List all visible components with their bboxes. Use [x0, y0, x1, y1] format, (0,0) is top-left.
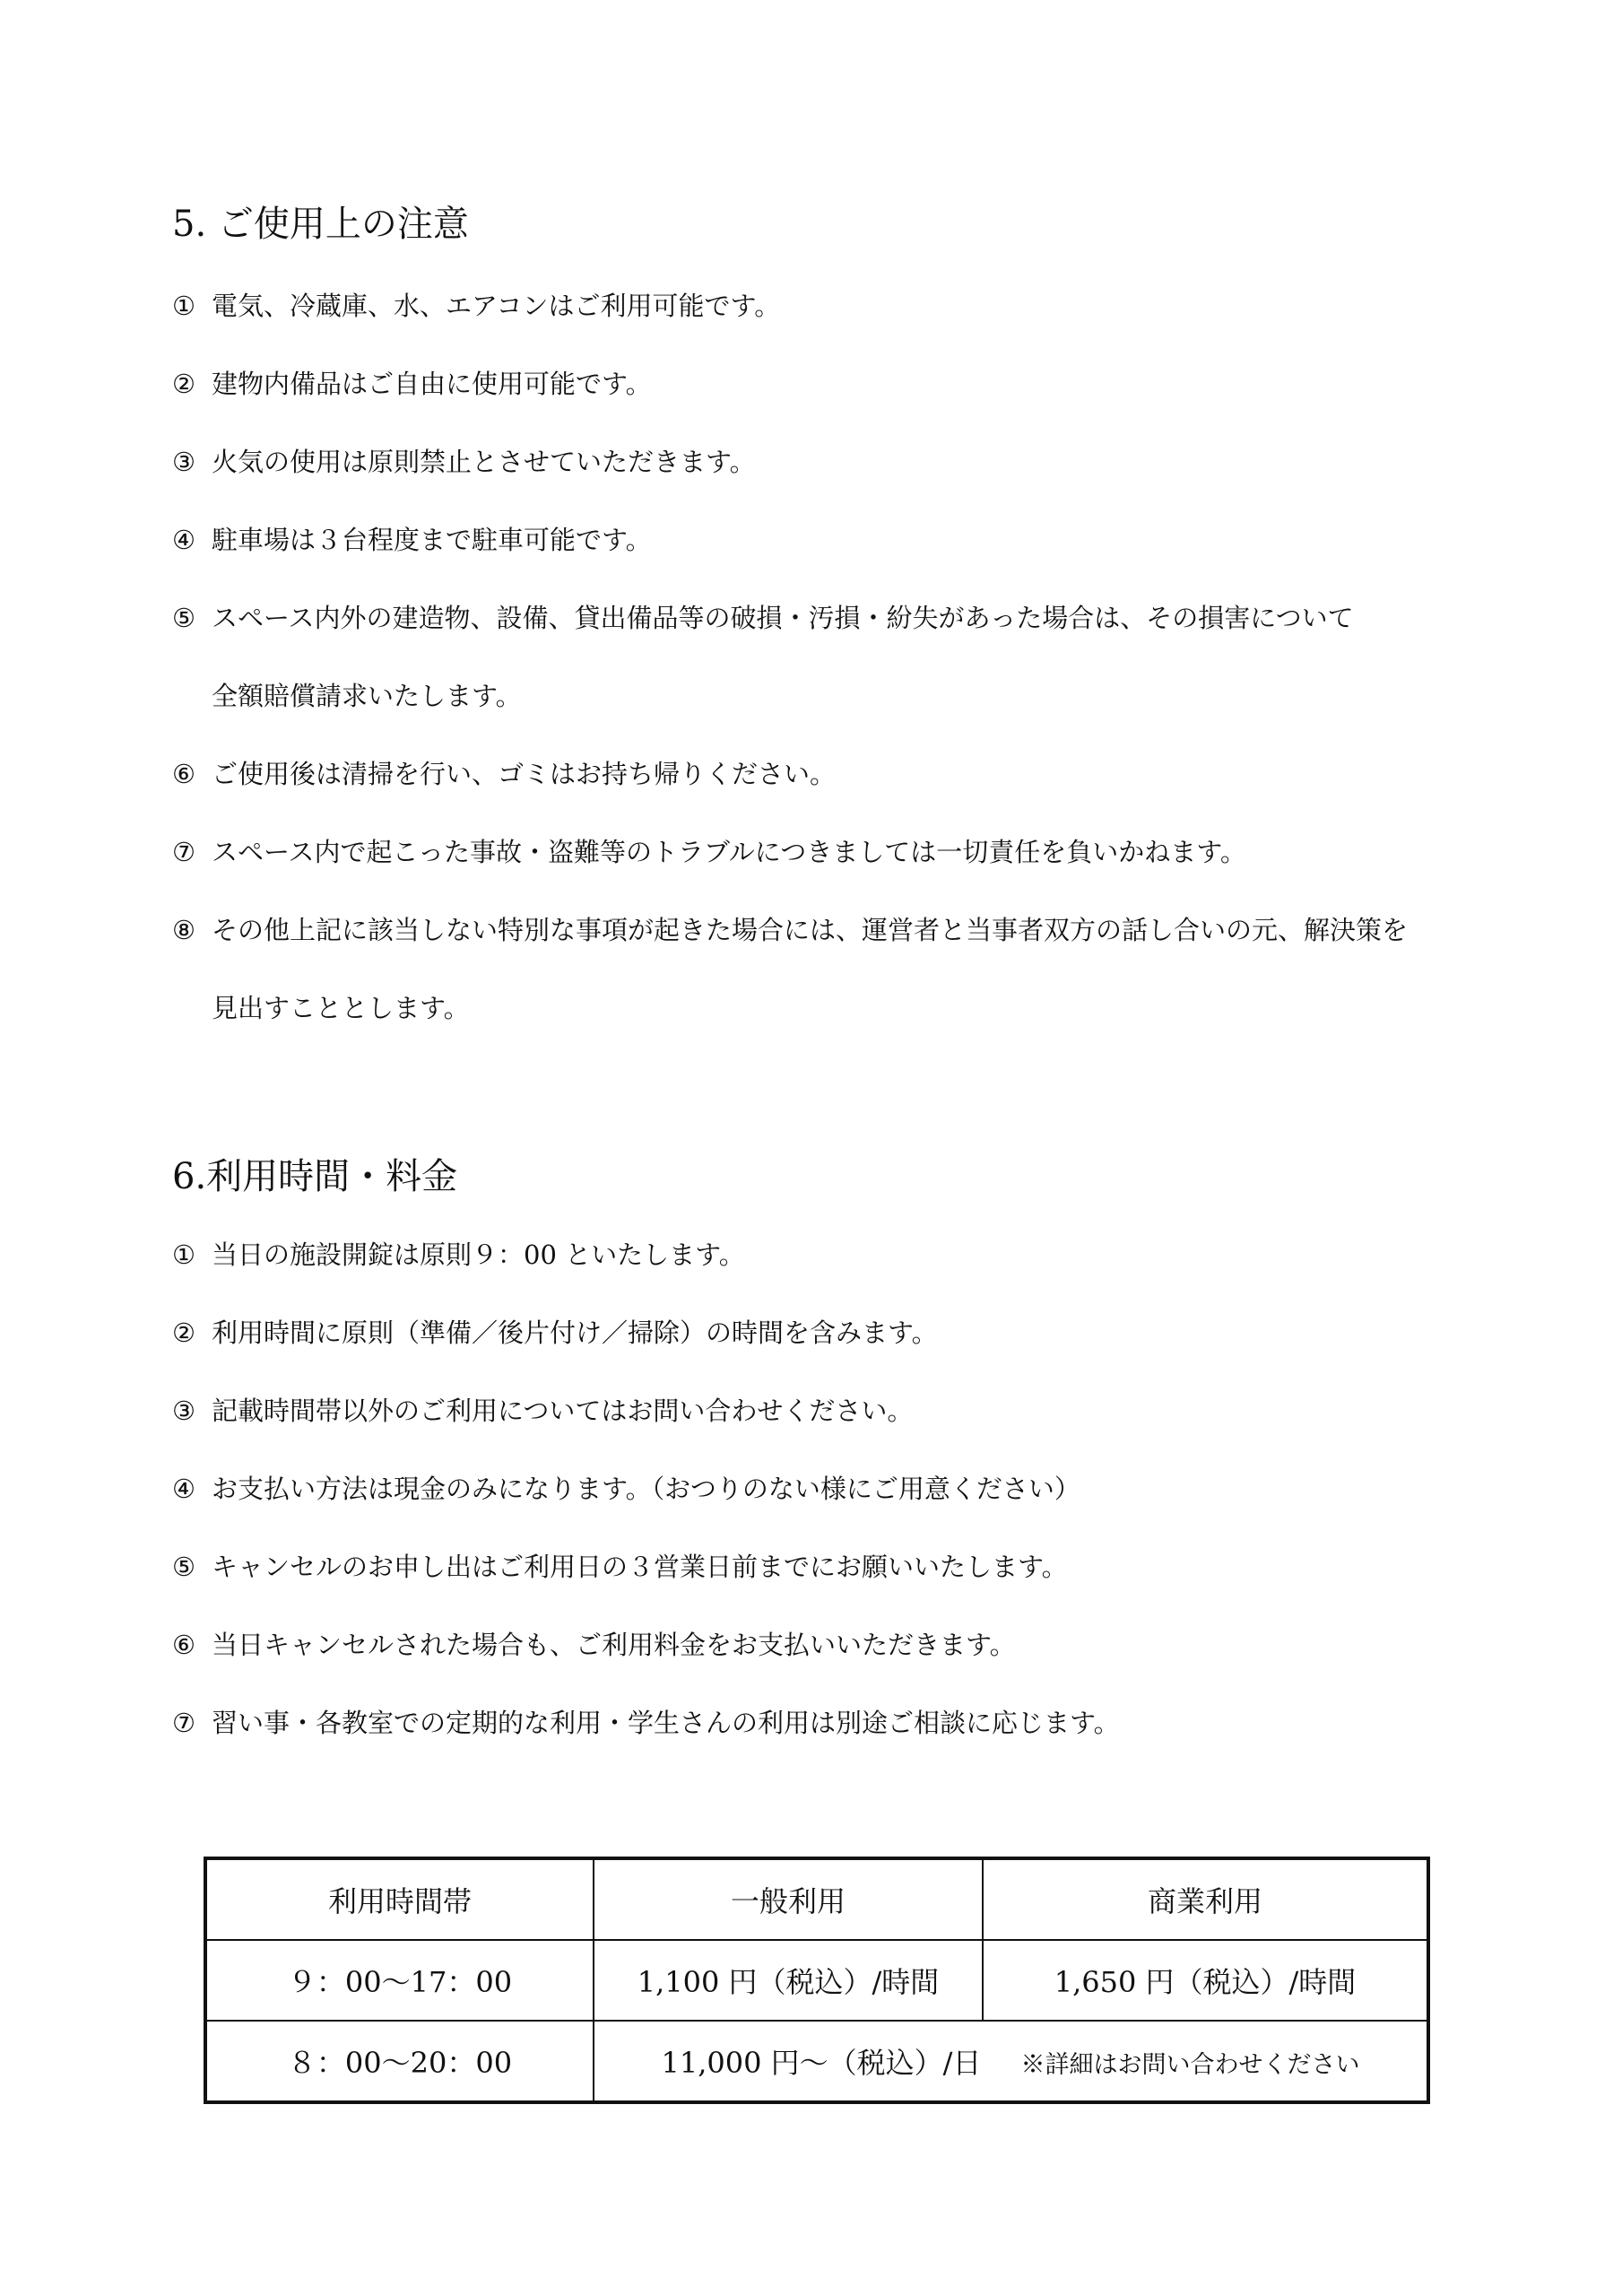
cell-time: ８：00〜20：00	[205, 2021, 594, 2102]
section-6-item-4	[172, 1476, 1080, 1502]
cell-day-price	[594, 2021, 1428, 2102]
item-number: ③	[172, 1396, 195, 1426]
item-text: 当日の施設開錠は原則９：00 といたします。	[212, 1239, 745, 1270]
header-cell-time: 利用時間帯	[205, 1858, 594, 1940]
section-5-item-4	[172, 527, 652, 553]
day-price-text: 11,000 円〜（税込）/日	[661, 2046, 982, 2080]
cell-commercial-price: 1,650 円（税込）/時間	[983, 1940, 1428, 2021]
cell-general-price: 1,100 円（税込）/時間	[594, 1940, 983, 2021]
item-text: お支払い方法は現金のみになります。（おつりのない様にご用意ください）	[212, 1474, 1080, 1504]
item-number: ⑤	[172, 1552, 195, 1582]
table-row	[205, 2021, 1428, 2102]
section-6-item-1	[172, 1239, 745, 1270]
item-number: ①	[172, 291, 195, 321]
section-5-item-6	[172, 761, 836, 787]
item-number: ④	[172, 1474, 195, 1504]
item-number: ②	[172, 369, 195, 399]
table-row	[205, 1940, 1428, 2021]
table-header-row	[205, 1858, 1428, 1940]
item-text: 火気の使用は原則禁止とさせていただきます。	[212, 447, 756, 477]
section-5-item-5	[172, 605, 1354, 631]
item-number: ⑤	[172, 603, 195, 633]
item-number: ⑥	[172, 759, 195, 789]
fee-table	[204, 1857, 1430, 2104]
day-price-note: ※詳細はお問い合わせください	[1020, 2051, 1360, 2079]
item-number: ②	[172, 1318, 195, 1348]
item-text: スペース内外の建造物、設備、貸出備品等の破損・汚損・紛失があった場合は、その損害について	[212, 603, 1354, 633]
item-number: ⑦	[172, 1708, 195, 1738]
item-text: スペース内で起こった事故・盗難等のトラブルにつきましては一切責任を負いかねます。	[212, 837, 1246, 867]
item-number: ⑥	[172, 1630, 195, 1660]
section-6-heading: 6.利用時間・料金	[172, 1156, 458, 1197]
item-number: ⑦	[172, 837, 195, 867]
item-text: 記載時間帯以外のご利用についてはお問い合わせください。	[212, 1396, 914, 1426]
section-5-item-8	[172, 915, 1409, 945]
section-5-item-3	[172, 449, 756, 475]
section-6-item-3	[172, 1398, 913, 1424]
header-cell-commercial: 商業利用	[983, 1858, 1428, 1940]
item-text: 利用時間に原則（準備／後片付け／掃除）の時間を含みます。	[212, 1318, 938, 1348]
item-number: ①	[172, 1239, 195, 1270]
item-text: 電気、冷蔵庫、水、エアコンはご利用可能です。	[212, 291, 781, 321]
section-6-item-5	[172, 1554, 1068, 1580]
cell-time: ９：00〜17：00	[205, 1940, 594, 2021]
item-text: ご使用後は清掃を行い、ゴミはお持ち帰りください。	[212, 759, 837, 789]
item-number: ③	[172, 447, 195, 477]
section-5-item-8-continuation: 見出すこととします。	[212, 993, 470, 1023]
item-text: 当日キャンセルされた場合も、ご利用料金をお支払いいただきます。	[212, 1630, 1016, 1660]
item-text: キャンセルのお申し出はご利用日の３営業日前までにお願いいたします。	[212, 1552, 1068, 1582]
section-5-item-7	[172, 839, 1246, 865]
section-5-item-5-continuation: 全額賠償請求いたします。	[212, 681, 522, 711]
item-number: ⑧	[172, 915, 195, 945]
section-5-item-2	[172, 371, 652, 397]
item-text: その他上記に該当しない特別な事項が起きた場合には、運営者と当事者双方の話し合いの元、解決策を	[212, 915, 1409, 945]
section-5-item-1	[172, 293, 780, 319]
item-number: ④	[172, 525, 195, 555]
header-cell-general: 一般利用	[594, 1858, 983, 1940]
section-6-item-6	[172, 1632, 1016, 1658]
item-text: 駐車場は３台程度まで駐車可能です。	[212, 525, 652, 555]
item-text: 習い事・各教室での定期的な利用・学生さんの利用は別途ご相談に応じます。	[212, 1708, 1120, 1738]
section-6-item-7	[172, 1710, 1120, 1736]
item-text: 建物内備品はご自由に使用可能です。	[212, 369, 652, 399]
section-5-heading: 5. ご使用上の注意	[172, 204, 469, 245]
section-6-item-2	[172, 1320, 938, 1346]
